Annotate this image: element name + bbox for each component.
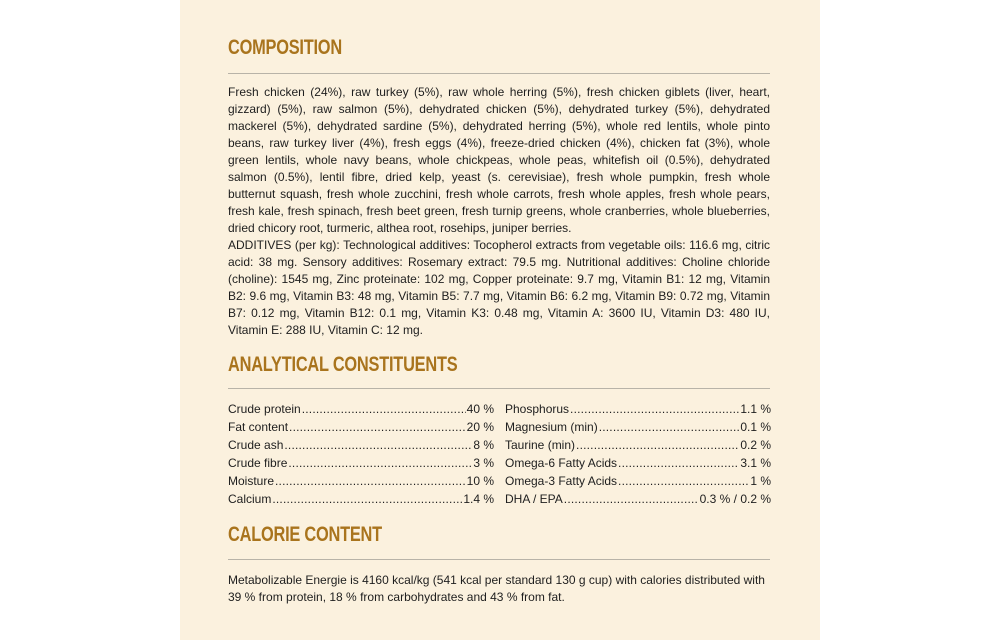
constituent-row (228, 436, 494, 454)
constituent-value: 10 % (466, 474, 494, 488)
constituent-value: 8 % (473, 438, 494, 452)
analytical-right-column (505, 400, 771, 508)
dot-leader (284, 436, 472, 454)
constituent-label: Moisture (228, 474, 275, 488)
dot-leader (302, 400, 466, 418)
constituent-label: Omega-6 Fatty Acids (505, 456, 618, 470)
constituent-value: 1 % (750, 474, 771, 488)
constituent-row (505, 454, 771, 472)
constituent-label: Phosphorus (505, 402, 570, 416)
constituent-row (505, 490, 771, 508)
constituent-label: DHA / EPA (505, 492, 563, 506)
calorie-paragraph: Metabolizable Energie is 4160 kcal/kg (541 kcal per standard 130 g cup) with calories distributed with 39 % from protein, 18 % from carbohydrates and 43 % from fat. (228, 573, 765, 604)
constituent-label: Omega-3 Fatty Acids (505, 474, 618, 488)
dot-leader (570, 400, 739, 418)
dot-leader (618, 472, 749, 490)
constituent-row (228, 472, 494, 490)
additives-paragraph: ADDITIVES (per kg): Technological additives: Tocopherol extracts from vegetable oils: 116.6 mg, citric acid: 38 mg. Sensory additives: Rosemary extract: 79.5 mg. Nutritional additives: Choline chloride (choline): 1545 mg, Zinc proteinate: 102 mg, Copper proteinate: 9.7 mg, Vitamin B1: 12 mg, Vitamin B2: 9.6 mg, Vitamin B3: 48 mg, Vitamin B5: 7.7 mg, Vitamin B6: 6.2 mg, Vitamin B9: 0.72 mg, Vitamin B7: 0.12 mg, Vitamin B12: 0.1 mg, Vitamin K3: 0.48 mg, Vitamin A: 3600 IU, Vitamin D3: 480 IU, Vitamin E: 288 IU, Vitamin C: 12 mg. (228, 238, 770, 337)
constituent-value: 0.1 % (740, 420, 771, 434)
composition-divider (228, 73, 770, 74)
constituent-value: 3.1 % (740, 456, 771, 470)
dot-leader (564, 490, 699, 508)
constituent-value: 0.3 % / 0.2 % (699, 492, 771, 506)
constituent-value: 20 % (466, 420, 494, 434)
dot-leader (288, 454, 472, 472)
constituent-label: Magnesium (min) (505, 420, 598, 434)
constituent-value: 1.1 % (740, 402, 771, 416)
constituent-row (228, 400, 494, 418)
composition-heading: COMPOSITION (228, 36, 342, 59)
constituent-row (228, 454, 494, 472)
constituent-label: Crude protein (228, 402, 301, 416)
dot-leader (618, 454, 739, 472)
constituent-row (505, 472, 771, 490)
ingredients-paragraph: Fresh chicken (24%), raw turkey (5%), raw whole herring (5%), fresh chicken giblets (liver, heart, gizzard) (5%), raw salmon (5%), dehydrated chicken (5%), dehydrated turkey (5%), dehydrated mackerel (5%), dehydrated sardine (5%), dehydrated herring (5%), whole red lentils, whole pinto beans, raw turkey liver (4%), fresh eggs (4%), freeze-dried chicken (4%), chicken fat (3%), whole green lentils, whole navy beans, whole chickpeas, whole peas, whitefish oil (0.5%), dehydrated salmon (0.5%), lentil fibre, dried kelp, yeast (s. cerevisiae), fresh whole pumpkin, fresh whole butternut squash, fresh whole zucchini, fresh whole carrots, fresh whole apples, fresh whole pears, fresh kale, fresh spinach, fresh beet green, fresh turnip greens, whole cranberries, whole blueberries, dried chicory root, turmeric, althea root, rosehips, juniper berries. (228, 85, 770, 235)
constituent-label: Calcium (228, 492, 272, 506)
constituent-row (228, 490, 494, 508)
constituent-value: 40 % (466, 402, 494, 416)
composition-text (228, 84, 770, 339)
dot-leader (599, 418, 740, 436)
dot-leader (275, 472, 466, 490)
constituent-row (228, 418, 494, 436)
calorie-divider (228, 559, 770, 560)
analytical-left-column (228, 400, 494, 508)
constituent-value: 0.2 % (740, 438, 771, 452)
analytical-divider (228, 388, 770, 389)
constituent-label: Crude fibre (228, 456, 288, 470)
dot-leader (576, 436, 739, 454)
constituent-value: 1.4 % (463, 492, 494, 506)
constituent-row (505, 418, 771, 436)
calorie-text (228, 572, 770, 606)
constituent-label: Taurine (min) (505, 438, 576, 452)
constituent-value: 3 % (473, 456, 494, 470)
nutrition-panel (180, 0, 820, 640)
dot-leader (289, 418, 466, 436)
analytical-heading: ANALYTICAL CONSTITUENTS (228, 353, 458, 376)
constituent-label: Fat content (228, 420, 289, 434)
constituent-row (505, 400, 771, 418)
constituent-row (505, 436, 771, 454)
constituent-label: Crude ash (228, 438, 284, 452)
dot-leader (272, 490, 462, 508)
calorie-heading: CALORIE CONTENT (228, 523, 382, 546)
